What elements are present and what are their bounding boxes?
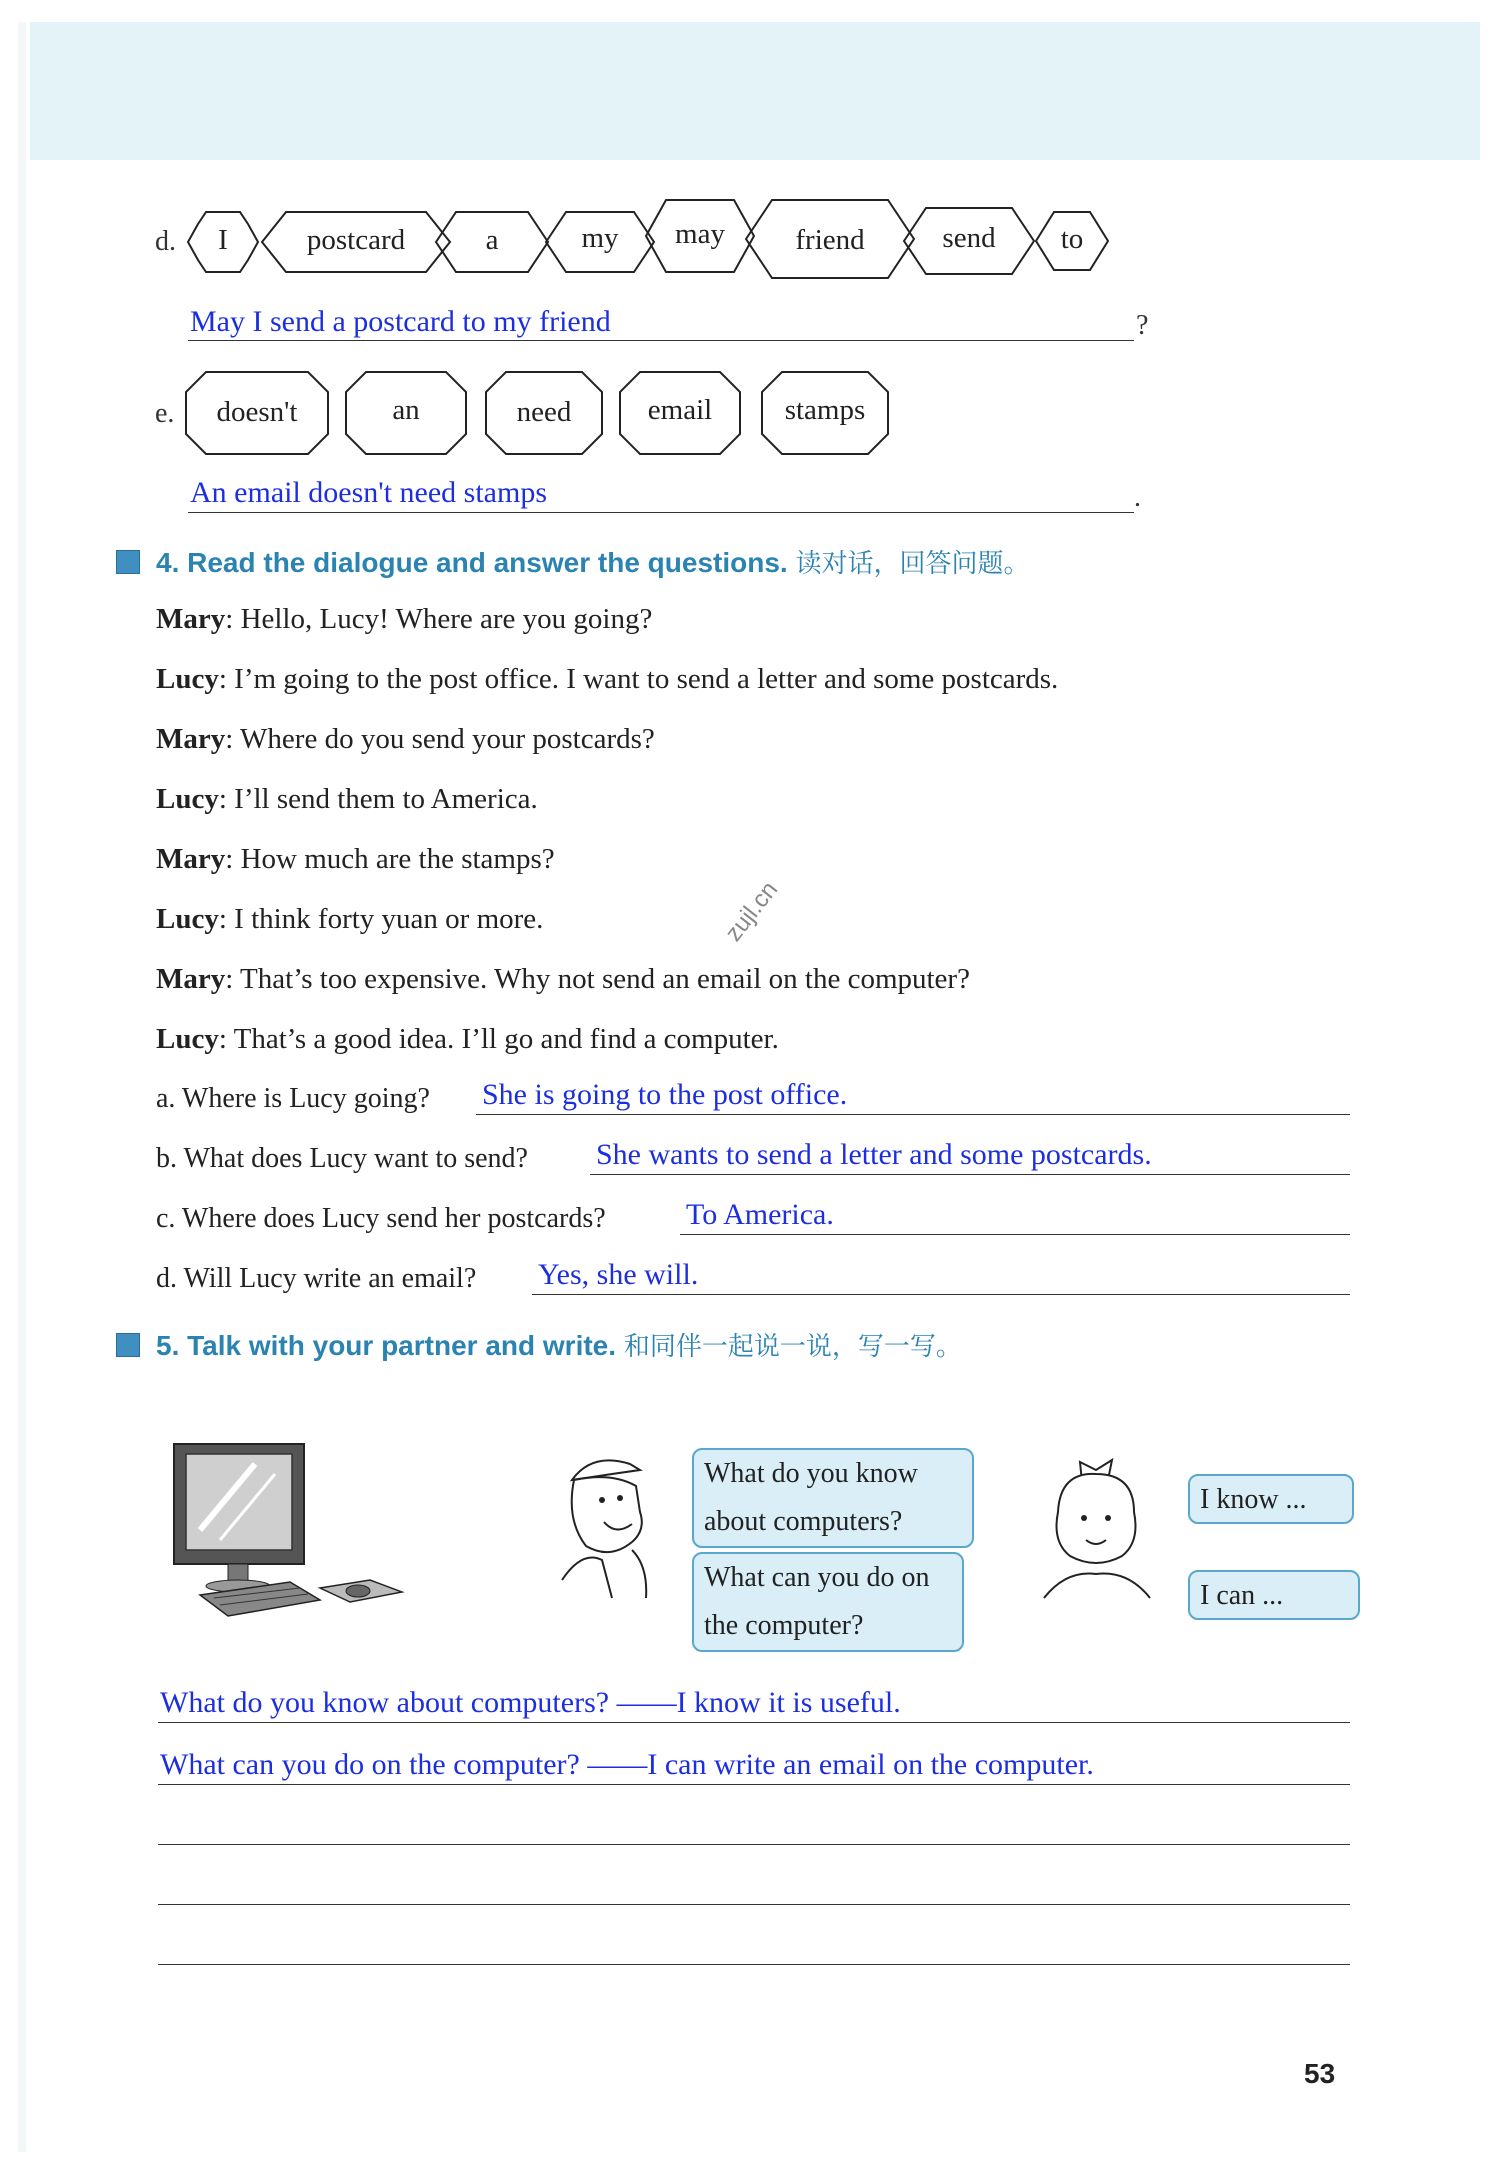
- word-card-send: send: [904, 208, 1034, 274]
- answer-b: She wants to send a letter and some postcards.: [596, 1138, 1152, 1171]
- answer-a: She is going to the post office.: [482, 1078, 848, 1111]
- write-line-4: [158, 1904, 1350, 1905]
- answer-d4: Yes, she will.: [538, 1258, 699, 1291]
- boy-illustration: [552, 1450, 652, 1600]
- answer-talk-1: What do you know about computers? ——I know it is useful.: [160, 1686, 901, 1719]
- answer-line-d4: [532, 1294, 1350, 1295]
- dialogue-line: Lucy: I’ll send them to America.: [156, 783, 538, 815]
- answer-line-d: [188, 340, 1134, 341]
- write-line-5: [158, 1964, 1350, 1965]
- answer-c: To America.: [686, 1198, 834, 1231]
- word-card-I: I: [188, 212, 258, 272]
- watermark: zujl.cn: [720, 876, 784, 947]
- answer-talk-2: What can you do on the computer? ——I can write an email on the computer.: [160, 1748, 1094, 1781]
- word-card-postcard: postcard: [262, 212, 450, 272]
- girl-illustration: [1036, 1452, 1156, 1602]
- write-line-2: [158, 1784, 1350, 1785]
- word-card-may: may: [646, 200, 754, 272]
- answer-line-c: [680, 1234, 1350, 1235]
- word-card-doesnt: doesn't: [186, 372, 328, 454]
- end-mark-e: .: [1134, 482, 1141, 513]
- speech-bubble-girl-2: I can ...: [1188, 1570, 1360, 1620]
- answer-line-b: [590, 1174, 1350, 1175]
- section4-heading: 4. Read the dialogue and answer the questions. 读对话，回答问题。: [156, 547, 1030, 579]
- page-edge: [18, 22, 26, 2152]
- word-card-need: need: [486, 372, 602, 454]
- section-marker-icon: [116, 1333, 140, 1357]
- speech-bubble-boy-1: What do you know about computers?: [692, 1448, 974, 1548]
- word-card-email: email: [620, 372, 740, 454]
- end-mark-d: ?: [1136, 310, 1149, 341]
- word-card-friend: friend: [746, 200, 914, 278]
- computer-illustration: [170, 1440, 410, 1620]
- dialogue-line: Lucy: That’s a good idea. I’ll go and find a computer.: [156, 1023, 779, 1055]
- item-e-label: e.: [155, 398, 175, 429]
- question-a: a. Where is Lucy going?: [156, 1083, 430, 1114]
- answer-line-a: [476, 1114, 1350, 1115]
- dialogue-line: Mary: Where do you send your postcards?: [156, 723, 655, 755]
- dialogue-line: Mary: How much are the stamps?: [156, 843, 555, 875]
- dialogue-line: Lucy: I’m going to the post office. I want to send a letter and some postcards.: [156, 663, 1059, 695]
- speech-bubble-boy-2: What can you do on the computer?: [692, 1552, 964, 1652]
- dialogue-line: Mary: Hello, Lucy! Where are you going?: [156, 603, 653, 635]
- word-card-my: my: [546, 212, 654, 272]
- page-number: 53: [1304, 2058, 1336, 2089]
- item-d-label: d.: [155, 226, 176, 257]
- word-card-a: a: [436, 212, 548, 272]
- word-card-to: to: [1036, 212, 1108, 270]
- speech-bubble-girl-1: I know ...: [1188, 1474, 1354, 1524]
- section-marker-icon: [116, 550, 140, 574]
- answer-line-e: [188, 512, 1134, 513]
- dialogue-line: Mary: That’s too expensive. Why not send an email on the computer?: [156, 963, 970, 995]
- word-card-an: an: [346, 372, 466, 454]
- write-line-1: [158, 1722, 1350, 1723]
- answer-d: May I send a postcard to my friend: [190, 305, 611, 338]
- word-card-stamps: stamps: [762, 372, 888, 454]
- question-c: c. Where does Lucy send her postcards?: [156, 1203, 606, 1234]
- answer-e: An email doesn't need stamps: [190, 476, 547, 509]
- question-d: d. Will Lucy write an email?: [156, 1263, 477, 1294]
- section5-heading: 5. Talk with your partner and write. 和同伴一起说一说，写一写。: [156, 1330, 962, 1362]
- header-band: [30, 22, 1480, 160]
- dialogue-line: Lucy: I think forty yuan or more.: [156, 903, 544, 935]
- write-line-3: [158, 1844, 1350, 1845]
- question-b: b. What does Lucy want to send?: [156, 1143, 528, 1174]
